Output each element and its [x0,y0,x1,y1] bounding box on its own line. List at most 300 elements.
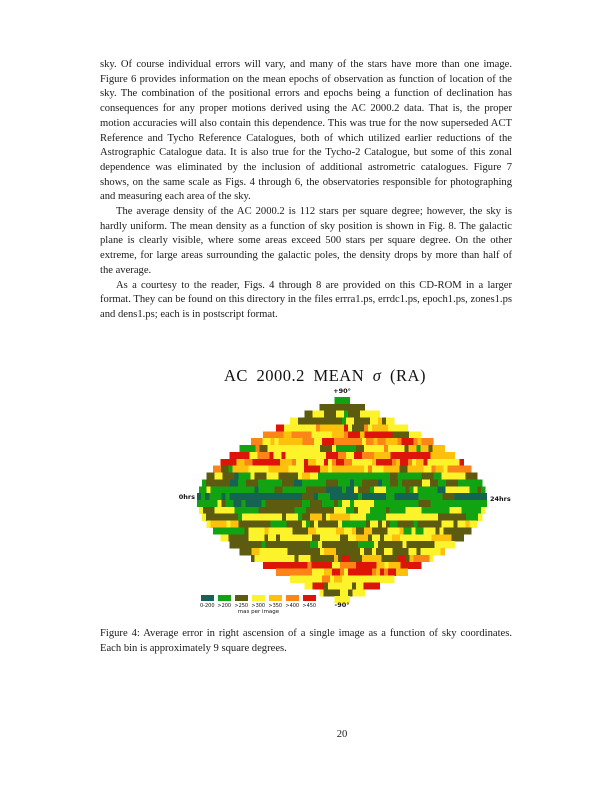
sky-bin [344,569,348,576]
sky-bin [388,548,392,555]
sky-bin [346,486,350,493]
sky-bin [239,486,243,493]
sky-bin [376,431,380,438]
sky-bin [280,466,284,473]
sky-bin [370,521,374,528]
sky-bin [318,541,322,548]
sky-bin [473,473,477,480]
sky-bin [226,479,230,486]
sky-bin [457,507,461,514]
sky-bin [362,479,366,486]
sky-bin [364,466,368,473]
sky-bin [256,459,260,466]
sky-bin [356,582,360,589]
sky-bin [422,541,426,548]
sky-bin [334,514,338,521]
sky-bin [291,431,295,438]
sky-bin [324,466,328,473]
sky-bin [378,418,382,425]
sky-bin [372,431,376,438]
sky-bin [344,431,348,438]
sky-bin [352,548,356,555]
sky-bin [324,569,328,576]
sky-bin [392,569,396,576]
sky-bin [346,521,350,528]
sky-bin [272,548,276,555]
sky-bin [334,493,338,500]
sky-bin [233,500,237,507]
sky-bin [340,424,344,431]
sky-bin [266,473,270,480]
sky-bin [430,521,434,528]
sky-bin [276,459,280,466]
sky-bin [258,479,262,486]
sky-bin [431,466,435,473]
sky-bin [380,534,384,541]
sky-bin [290,493,294,500]
sky-bin [356,411,360,418]
sky-bin [352,445,356,452]
sky-bin [394,473,398,480]
sky-bin [402,500,406,507]
sky-bin [298,493,302,500]
sky-bin [328,411,332,418]
sky-bin [390,576,394,583]
sky-bin [352,431,356,438]
sky-bin [300,527,304,534]
sky-bin [217,493,221,500]
sky-bin [435,527,439,534]
sky-bin [427,541,431,548]
sky-bin [428,534,432,541]
sky-bin [398,452,402,459]
color-legend [199,595,318,609]
sky-bin [240,459,244,466]
sky-bin [328,445,332,452]
sky-bin [366,479,370,486]
sky-bin [340,527,344,534]
sky-bin [290,418,294,425]
sky-bin [308,548,312,555]
sky-bin [450,521,454,528]
sky-bin [330,555,334,562]
sky-bin [330,541,334,548]
sky-bin [440,534,444,541]
sky-bin [262,514,266,521]
sky-bin [306,541,310,548]
sky-bin [382,507,386,514]
sky-bin [263,431,267,438]
sky-bin [346,555,350,562]
sky-bin [223,521,227,528]
sky-bin [340,562,344,569]
sky-bin [211,473,215,480]
sky-bin [283,562,287,569]
sky-bin [410,521,414,528]
sky-bin [469,507,473,514]
sky-bin [366,576,370,583]
sky-bin [432,445,436,452]
sky-bin [382,521,386,528]
sky-bin [346,479,350,486]
sky-bin [360,466,364,473]
sky-bin [447,541,451,548]
sky-bin [342,397,346,404]
sky-bin [376,445,380,452]
sky-bin [298,576,302,583]
sky-bin [258,500,262,507]
sky-bin [332,569,336,576]
sky-bin [402,555,406,562]
sky-bin [397,431,401,438]
sky-bin [267,555,271,562]
sky-bin [221,493,225,500]
sky-bin [276,466,280,473]
sky-bin [460,534,464,541]
sky-bin [314,493,318,500]
sky-bin [318,493,322,500]
sky-bin [370,418,374,425]
sky-bin [412,466,416,473]
sky-bin [320,445,324,452]
sky-bin [312,534,316,541]
sky-bin [434,507,438,514]
sky-bin [306,576,310,583]
sky-bin [221,527,225,534]
sky-bin [316,411,320,418]
sky-bin [334,507,338,514]
sky-bin [330,576,334,583]
sky-bin [374,473,378,480]
sky-bin [350,555,354,562]
sky-bin [292,534,296,541]
sky-bin [252,534,256,541]
sky-bin [320,569,324,576]
sky-bin [372,582,376,589]
sky-bin [322,514,326,521]
sky-bin [372,459,376,466]
sky-bin [257,452,261,459]
sky-bin [426,521,430,528]
sky-bin [382,493,386,500]
sky-bin [370,514,374,521]
sky-bin [264,466,268,473]
legend-label: >450 [302,602,317,609]
sky-bin [318,418,322,425]
sky-bin [302,493,306,500]
sky-bin [378,493,382,500]
sky-bin [229,493,233,500]
sky-bin [455,527,459,534]
sky-bin [249,527,253,534]
sky-bin [358,500,362,507]
sky-bin [374,486,378,493]
sky-bin [374,541,378,548]
sky-bin [286,514,290,521]
sky-bin [445,486,449,493]
sky-bin [441,445,445,452]
sky-bin [324,534,328,541]
sky-bin [378,486,382,493]
sky-bin [346,576,350,583]
sky-bin [370,555,374,562]
sky-bin [394,500,398,507]
sky-bin [418,500,422,507]
sky-bin [406,500,410,507]
sky-bin [264,534,268,541]
sky-bin [298,473,302,480]
sky-bin [352,411,356,418]
sky-bin [354,576,358,583]
sky-bin [386,486,390,493]
legend-swatch [286,595,299,601]
sky-bin [465,521,469,528]
sky-bin [400,466,404,473]
sky-bin [243,445,247,452]
sky-bin [245,452,249,459]
sky-bin [282,500,286,507]
sky-bin [405,438,409,445]
sky-bin [306,473,310,480]
sky-bin [374,479,378,486]
sky-bin [225,493,229,500]
sky-bin [441,507,445,514]
sky-bin [300,424,304,431]
sky-bin [350,507,354,514]
sky-bin [326,479,330,486]
sky-bin [219,507,223,514]
sky-bin [406,486,410,493]
sky-bin [227,473,231,480]
body-text [100,58,512,323]
sky-bin [418,514,422,521]
sky-bin [320,582,324,589]
sky-bin [398,473,402,480]
sky-bin [306,514,310,521]
sky-bin [218,479,222,486]
sky-bin [275,438,279,445]
sky-bin [320,411,324,418]
sky-bin [308,431,312,438]
sky-bin [336,589,340,596]
sky-bin [358,555,362,562]
sky-bin [392,424,396,431]
sky-bin [350,493,354,500]
legend-swatch [201,595,214,601]
sky-bin [439,527,443,534]
sky-bin [418,507,422,514]
sky-bin [215,473,219,480]
sky-bin [336,404,340,411]
sky-bin [280,424,284,431]
sky-bin [424,548,428,555]
sky-bin [270,521,274,528]
sky-bin [306,479,310,486]
sky-bin [429,438,433,445]
sky-bin [388,569,392,576]
sky-bin [320,459,324,466]
sky-bin [338,576,342,583]
sky-bin [386,479,390,486]
sky-bin [374,500,378,507]
sky-bin [278,452,282,459]
sky-bin [446,514,450,521]
sky-bin [299,431,303,438]
sky-bin [481,486,485,493]
sky-bin [237,527,241,534]
sky-bin [312,445,316,452]
sky-bin [432,534,436,541]
sky-bin [360,424,364,431]
sky-bin [314,452,318,459]
sky-bin [443,452,447,459]
sky-bin [404,534,408,541]
sky-bin [338,555,342,562]
sky-bin [410,452,414,459]
sky-bin [326,418,330,425]
sky-bin [276,569,280,576]
sky-bin [324,411,328,418]
sky-bin [354,479,358,486]
sky-bin [435,500,439,507]
sky-bin [304,527,308,534]
sky-bin [398,486,402,493]
sky-bin [372,424,376,431]
sky-bin [439,541,443,548]
sky-bin [312,562,316,569]
sky-bin [294,500,298,507]
sky-bin [294,473,298,480]
sky-bin [336,562,340,569]
sky-bin [467,527,471,534]
sky-bin [203,507,207,514]
sky-bin [308,445,312,452]
sky-bin [326,473,330,480]
sky-bin [320,534,324,541]
sky-bin [392,466,396,473]
sky-bin [257,466,261,473]
sky-bin [458,479,462,486]
sky-bin [233,452,237,459]
sky-bin [206,514,210,521]
sky-bin [242,479,246,486]
sky-bin [396,527,400,534]
sky-bin [461,486,465,493]
sky-bin [323,589,327,596]
legend-item [199,595,216,609]
sky-bin [420,459,424,466]
sky-bin [302,479,306,486]
sky-bin [318,473,322,480]
sky-bin [409,555,413,562]
sky-bin [368,431,372,438]
sky-bin [247,486,251,493]
legend-item [233,595,250,609]
sky-bin [282,507,286,514]
sky-bin [417,438,421,445]
sky-bin [452,459,456,466]
sky-bin [352,582,356,589]
sky-bin [400,445,404,452]
sky-bin [338,473,342,480]
sigma-symbol: σ [372,366,382,385]
sky-bin [384,424,388,431]
sky-bin [251,438,255,445]
sky-bin [346,500,350,507]
sky-bin [394,479,398,486]
sky-bin [316,548,320,555]
sky-bin [410,493,414,500]
sky-bin [426,493,430,500]
sky-bin [314,514,318,521]
sky-bin [228,534,232,541]
sky-bin [346,541,350,548]
sky-bin [372,527,376,534]
sky-bin [358,473,362,480]
sky-bin [312,582,316,589]
sky-bin [266,514,270,521]
sky-bin [290,555,294,562]
sky-bin [314,486,318,493]
sky-bin [368,411,372,418]
sky-bin [386,521,390,528]
sky-bin [286,438,290,445]
legend-swatch [218,595,231,601]
sky-bin [214,479,218,486]
sky-bin [426,514,430,521]
sky-bin [253,466,257,473]
sky-bin [394,507,398,514]
sky-bin [340,445,344,452]
sky-bin [294,521,298,528]
sky-bin [384,527,388,534]
sky-bin [322,541,326,548]
sky-bin [350,521,354,528]
sky-bin [380,445,384,452]
sky-bin [330,486,334,493]
sky-bin [296,569,300,576]
sky-bin [270,541,274,548]
sky-bin [360,548,364,555]
sky-bin [450,514,454,521]
sky-bin [290,438,294,445]
sky-bin [394,541,398,548]
sky-map-heatmap [197,397,487,603]
sky-bin [413,438,417,445]
sky-bin [232,534,236,541]
sky-bin [296,534,300,541]
sky-bin [306,521,310,528]
sky-bin [358,541,362,548]
sky-bin [350,500,354,507]
sky-bin [342,473,346,480]
sky-bin [449,507,453,514]
sky-bin [402,438,406,445]
sky-bin [312,466,316,473]
sky-bin [268,459,272,466]
sky-bin [230,514,234,521]
sky-bin [257,541,261,548]
sky-bin [380,527,384,534]
sky-bin [322,473,326,480]
sky-bin [224,534,228,541]
sky-bin [275,562,279,569]
sky-bin [312,459,316,466]
sky-bin [350,438,354,445]
sky-bin [404,569,408,576]
sky-bin [426,507,430,514]
sky-bin [302,486,306,493]
